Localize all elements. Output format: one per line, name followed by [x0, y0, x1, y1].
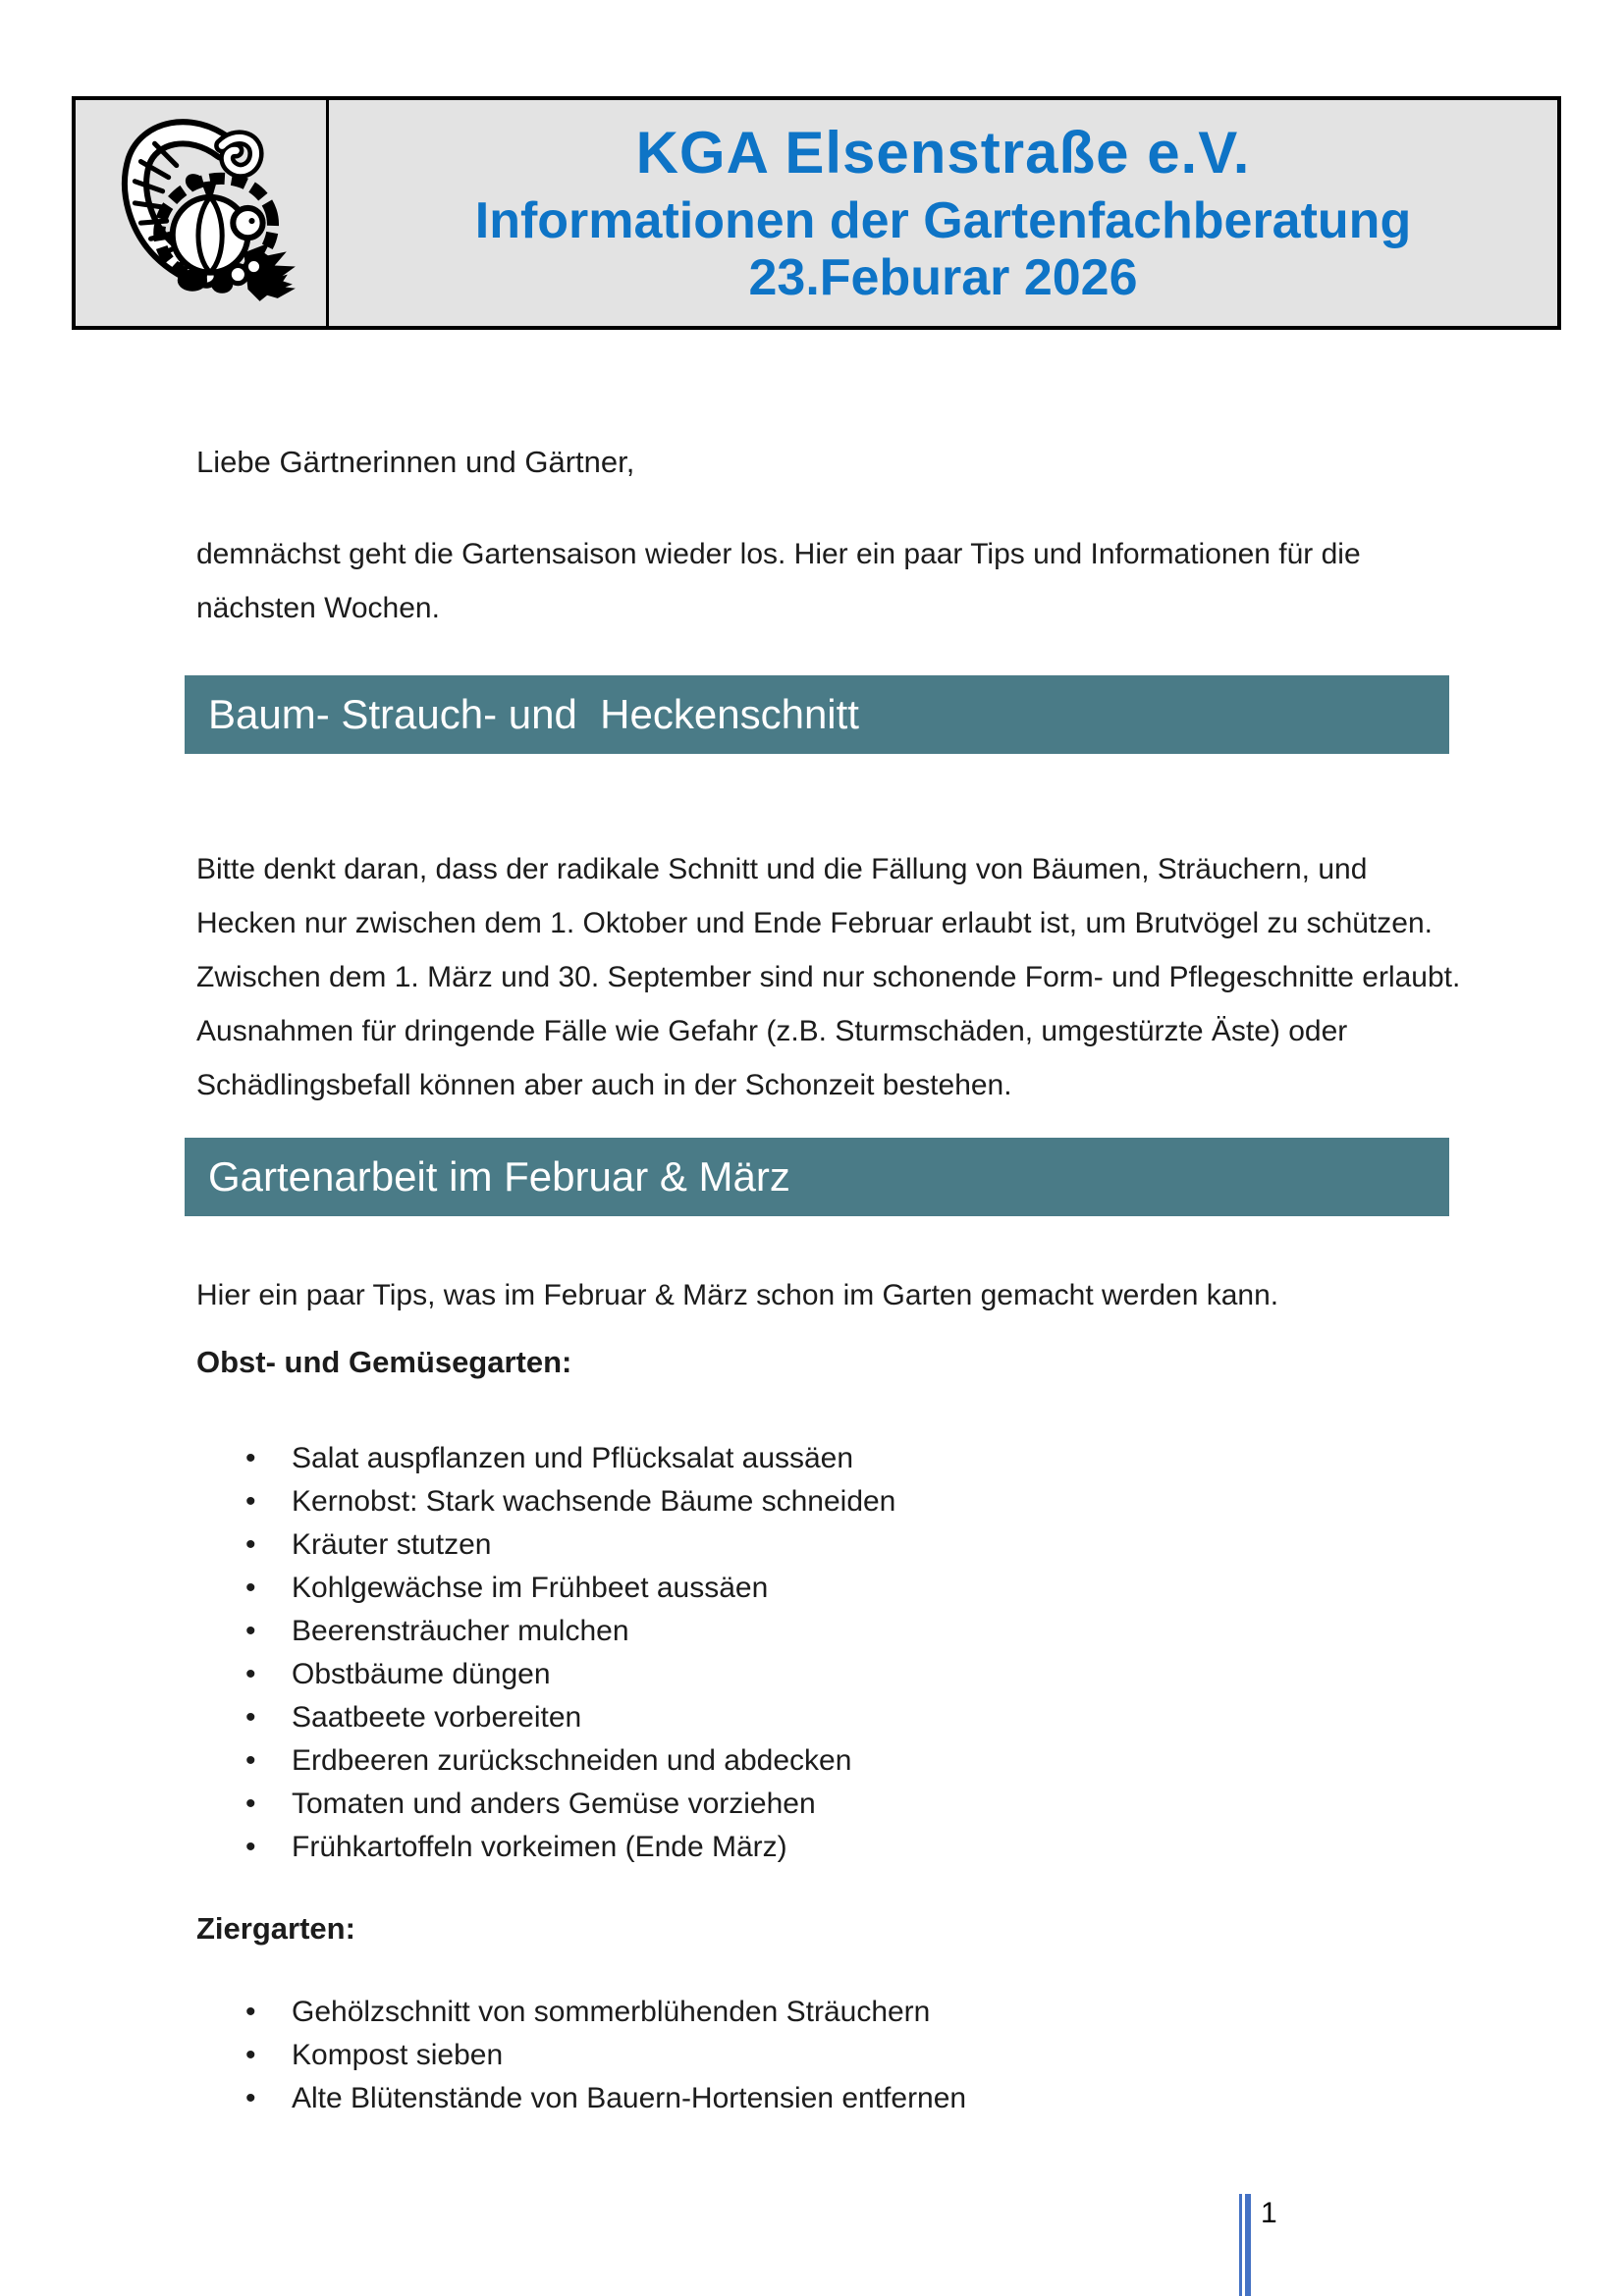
subheading-obst-gemuesegarten: Obst- und Gemüsegarten: — [196, 1345, 572, 1379]
list-item: • Kompost sieben — [196, 2034, 1469, 2077]
subheading-ziergarten: Ziergarten: — [196, 1911, 355, 1946]
section-header-label: Gartenarbeit im Februar & März — [208, 1153, 790, 1200]
intro-paragraph: demnächst geht die Gartensaison wieder los. Hier ein paar Tips und Informationen für die nächsten Wochen. — [196, 538, 1361, 624]
section-header-label: Baum- Strauch- und Heckenschnitt — [208, 691, 859, 737]
list-item: • Kernobst: Stark wachsende Bäume schneiden — [196, 1480, 1469, 1523]
footer-rule-thin — [1239, 2194, 1242, 2296]
org-title: KGA Elsenstraße e.V. — [635, 120, 1251, 186]
newsletter-date: 23.Feburar 2026 — [748, 249, 1138, 306]
footer-rule-thick — [1245, 2194, 1251, 2296]
document-body — [196, 0, 1469, 2120]
list-item: • Kräuter stutzen — [196, 1523, 1469, 1567]
list-item: • Alte Blütenstände von Bauern-Hortensien entfernen — [196, 2077, 1469, 2120]
list-item: • Erdbeeren zurückschneiden und abdecken — [196, 1739, 1469, 1783]
list-item: • Tomaten und anders Gemüse vorziehen — [196, 1783, 1469, 1826]
section-header-baum-strauch — [185, 675, 1449, 754]
page-number: 1 — [1261, 2197, 1277, 2229]
list-item: • Gehölzschnitt von sommerblühenden Sträuchern — [196, 1991, 1469, 2034]
list-item: • Obstbäume düngen — [196, 1653, 1469, 1696]
ziergarten-list — [196, 1991, 1469, 2120]
list-item: • Saatbeete vorbereiten — [196, 1696, 1469, 1739]
obst-gemuese-list — [196, 1437, 1469, 1869]
baum-section-paragraph: Bitte denkt daran, dass der radikale Schnitt und die Fällung von Bäumen, Sträuchern, und Hecken nur zwischen dem 1. Oktober und Ende Februar erlaubt ist, um Brutvögel zu schützen. Zwischen dem 1. März und 30. September sind nur schonende Form- und Pflegeschnitte erlaubt. Ausnahmen für dringende Fälle wie Gefahr (z.B. Sturmschäden, umgestürzte Äste) oder Schädlingsbefall können aber auch in der Schonzeit bestehen. — [196, 853, 1461, 1101]
list-item: • Salat auspflanzen und Pflücksalat aussäen — [196, 1437, 1469, 1480]
list-item: • Beerensträucher mulchen — [196, 1610, 1469, 1653]
greeting-line: Liebe Gärtnerinnen und Gärtner, — [196, 445, 635, 479]
list-item: • Kohlgewächse im Frühbeet aussäen — [196, 1567, 1469, 1610]
list-item: • Frühkartoffeln vorkeimen (Ende März) — [196, 1826, 1469, 1869]
section-header-gartenarbeit — [185, 1138, 1449, 1216]
gartenarbeit-intro-line: Hier ein paar Tips, was im Februar & März schon im Garten gemacht werden kann. — [196, 1279, 1279, 1311]
newsletter-title: Informationen der Gartenfachberatung — [474, 192, 1412, 249]
